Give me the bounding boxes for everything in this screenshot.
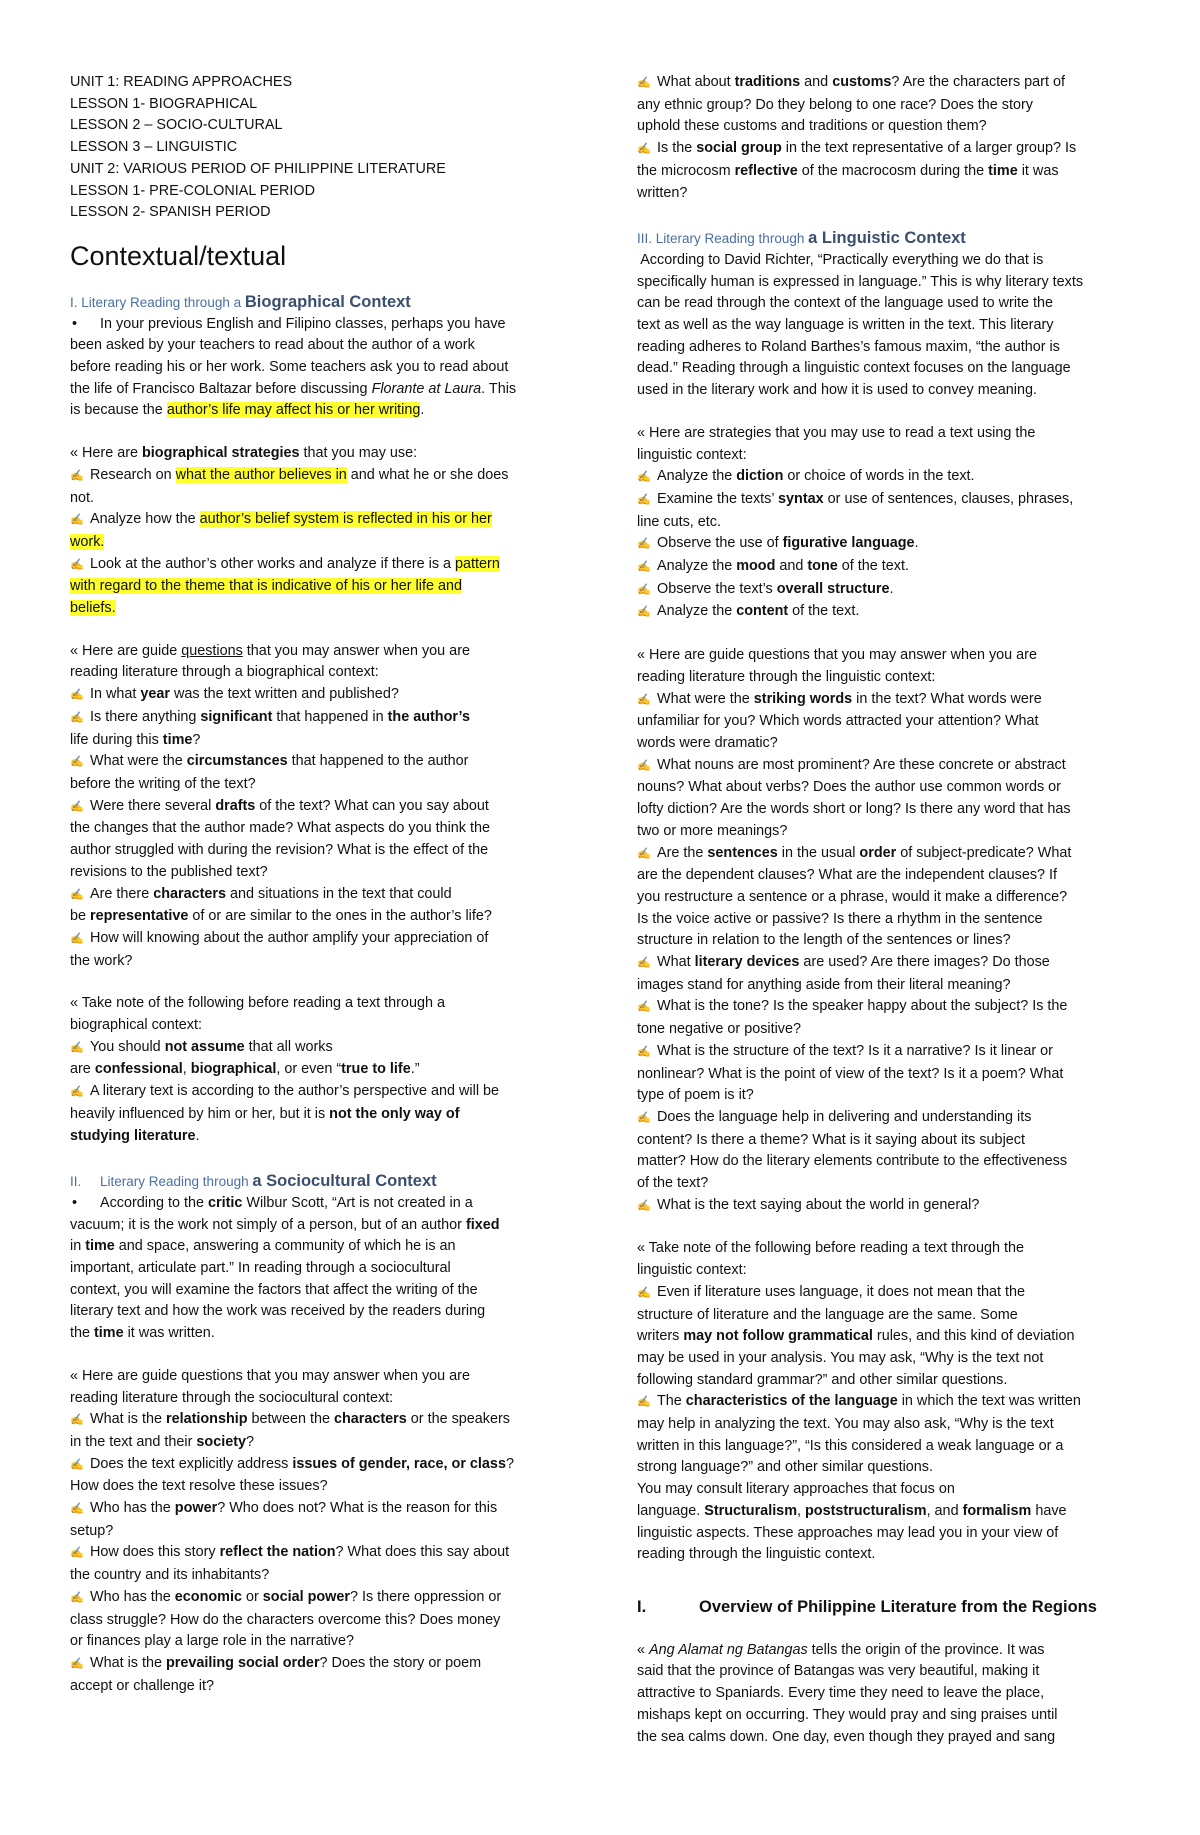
list-item: ✍ How will knowing about the author amplify your appreciation of: [70, 928, 570, 951]
list-item-cont: the changes that the author made? What aspects do you think the: [70, 820, 490, 837]
main-heading: Contextual/textual: [70, 240, 287, 271]
paragraph-line: been asked by your teachers to read about the author of a work: [70, 337, 475, 354]
course-outline: [70, 72, 570, 224]
writing-hand-icon: ✍: [70, 1658, 84, 1670]
section-heading-biographical: I. Literary Reading through a Biographical Context: [70, 292, 411, 311]
paragraph-line: the life of Francisco Baltazar before discussing Florante at Laura. This: [70, 380, 517, 397]
writing-hand-icon: ✍: [70, 711, 84, 724]
list-item-cont: heavily influenced by him or her, but it is not the only way of: [70, 1105, 460, 1122]
list-item-cont: revisions to the published text?: [70, 863, 268, 880]
list-item-cont: the country and its inhabitants?: [70, 1567, 270, 1584]
take-note-intro: « Take note of the following before reading a text through a: [70, 995, 445, 1012]
take-note-intro: linguistic context:: [637, 1262, 747, 1279]
list-item-cont: author struggled with during the revision? What is the effect of the: [70, 842, 489, 859]
paragraph-line: the time it was written.: [70, 1325, 215, 1342]
right-column: [637, 72, 1137, 1748]
section-heading-linguistic: III. Literary Reading through a Linguistic Context: [637, 229, 966, 248]
list-item-cont: setup?: [70, 1522, 114, 1539]
paragraph-line: important, articulate part.” In reading through a sociocultural: [70, 1260, 451, 1277]
bullet-icon: •: [72, 315, 78, 332]
writing-hand-icon: ✍: [70, 514, 84, 527]
list-item: ✍ Is the social group in the text representative of a larger group? Is: [637, 138, 1137, 161]
bullet-icon: •: [72, 1194, 78, 1211]
paragraph-line: used in the literary work and how it is used to convey meaning.: [637, 382, 1037, 399]
list-item: ✍ What is the tone? Is the speaker happy about the subject? Is the: [637, 996, 1137, 1019]
list-item: ✍ Does the text explicitly address issues of gender, race, or class?: [70, 1454, 570, 1477]
paragraph-line: According to David Richter, “Practically everything we do that is: [637, 251, 1044, 268]
paragraph-line: language. Structuralism, poststructuralism, and formalism have: [637, 1502, 1067, 1519]
paragraph-line: can be read through the context of the language used to write the: [637, 295, 1054, 312]
list-item: ✍ What is the structure of the text? Is it a narrative? Is it linear or: [637, 1041, 1137, 1064]
paragraph-line: said that the province of Batangas was very beautiful, making it: [637, 1663, 1040, 1680]
overview-section: [637, 1597, 1137, 1748]
writing-hand-icon: ✍: [637, 1045, 651, 1058]
list-item: ✍ You should not assume that all works: [70, 1037, 570, 1060]
list-item: ✍ Look at the author’s other works and analyze if there is a pattern: [70, 554, 570, 577]
writing-hand-icon: ✍: [70, 756, 84, 769]
writing-hand-icon: ✍: [70, 1458, 84, 1471]
list-item: ✍ A literary text is according to the author’s perspective and will be: [70, 1081, 570, 1104]
paragraph-line: • According to the critic Wilbur Scott, “Art is not created in a: [70, 1193, 570, 1215]
list-item-cont: unfamiliar for you? Which words attracted your attention? What: [637, 713, 1039, 730]
list-item-cont: class struggle? How do the characters overcome this? Does money: [70, 1611, 501, 1628]
biographical-section: [70, 292, 570, 1147]
paragraph-line: linguistic aspects. These approaches may lead you in your view of: [637, 1524, 1059, 1541]
paragraph-line: the sea calms down. One day, even though they prayed and sang: [637, 1728, 1056, 1745]
writing-hand-icon: ✍: [637, 1001, 651, 1014]
list-item: ✍ Research on what the author believes in and what he or she does: [70, 465, 570, 488]
list-item-cont: in the text and their society?: [70, 1433, 255, 1450]
list-item-cont: beliefs.: [70, 600, 116, 617]
writing-hand-icon: ✍: [637, 1199, 651, 1212]
writing-hand-icon: ✍: [70, 1591, 84, 1604]
list-item: ✍ What literary devices are used? Are there images? Do those: [637, 952, 1137, 975]
outline-line: LESSON 1- PRE-COLONIAL PERIOD: [70, 182, 315, 199]
paragraph-line: before reading his or her work. Some teachers ask you to read about: [70, 359, 509, 376]
list-item: ✍ What about traditions and customs? Are the characters part of: [637, 72, 1137, 95]
list-item-cont: matter? How do the literary elements contribute to the effectiveness: [637, 1153, 1068, 1170]
guide-questions-intro: reading literature through a biographical context:: [70, 664, 379, 681]
guide-questions-intro: reading literature through the linguistic context:: [637, 668, 936, 685]
list-item: ✍ Are the sentences in the usual order of subject-predicate? What: [637, 843, 1137, 866]
paragraph-line: reading adheres to Roland Barthes’s famous maxim, “the author is: [637, 338, 1060, 355]
list-item-cont: any ethnic group? Do they belong to one race? Does the story: [637, 96, 1033, 113]
section-heading-sociocultural: II. Literary Reading through a Sociocultural Context: [70, 1172, 437, 1191]
paragraph-line: is because the author’s life may affect his or her writing.: [70, 402, 425, 419]
paragraph-line: attractive to Spaniards. Every time they need to leave the place,: [637, 1685, 1045, 1702]
list-item-cont: you restructure a sentence or a phrase, would it make a difference?: [637, 888, 1068, 905]
guide-questions-intro: reading literature through the sociocultural context:: [70, 1389, 394, 1406]
list-item-cont: structure of literature and the language are the same. Some: [637, 1306, 1018, 1323]
writing-hand-icon: ✍: [70, 689, 84, 702]
list-item-cont: written in this language?”, “Is this considered a weak language or a: [637, 1437, 1064, 1454]
list-item: ✍ In what year was the text written and published?: [70, 684, 570, 707]
writing-hand-icon: ✍: [637, 471, 651, 484]
list-item-cont: are the dependent clauses? What are the independent clauses? If: [637, 867, 1058, 884]
paragraph-line: You may consult literary approaches that focus on: [637, 1481, 955, 1498]
outline-line: UNIT 2: VARIOUS PERIOD OF PHILIPPINE LITERATURE: [70, 160, 446, 177]
list-item-cont: may be used in your analysis. You may ask, “Why is the text not: [637, 1349, 1044, 1366]
list-item-cont: work.: [70, 533, 105, 550]
list-item: ✍ Who has the power? Who does not? What is the reason for this: [70, 1498, 570, 1521]
outline-line: LESSON 1- BIOGRAPHICAL: [70, 95, 258, 112]
paragraph-line: vacuum; it is the work not simply of a person, but of an author fixed: [70, 1216, 500, 1233]
writing-hand-icon: ✍: [637, 143, 651, 156]
list-item: ✍ Examine the texts’ syntax or use of sentences, clauses, phrases,: [637, 489, 1137, 512]
list-item: ✍ Is there anything significant that happened in the author’s: [70, 707, 570, 730]
writing-hand-icon: ✍: [70, 1414, 84, 1427]
writing-hand-icon: ✍: [637, 538, 651, 551]
strategies-intro: « Here are strategies that you may use to read a text using the: [637, 424, 1036, 441]
list-item-cont: nonlinear? What is the point of view of the text? Is it a poem? What: [637, 1065, 1064, 1082]
writing-hand-icon: ✍: [637, 1286, 651, 1299]
list-item: ✍ Observe the use of figurative language.: [637, 533, 1137, 556]
guide-questions-intro: « Here are guide questions that you may answer when you are: [637, 647, 1037, 664]
writing-hand-icon: ✍: [70, 1041, 84, 1054]
list-item-cont: studying literature.: [70, 1127, 200, 1144]
list-item-cont: strong language?” and other similar questions.: [637, 1459, 933, 1476]
list-item-cont: accept or challenge it?: [70, 1677, 214, 1694]
writing-hand-icon: ✍: [637, 77, 651, 89]
writing-hand-icon: ✍: [637, 759, 651, 772]
list-item-cont: nouns? What about verbs? Does the author use common words or: [637, 779, 1061, 796]
sociocultural-section: [70, 1171, 570, 1697]
writing-hand-icon: ✍: [70, 1547, 84, 1560]
paragraph-line: mishaps kept on occurring. They would pray and sing praises until: [637, 1706, 1058, 1723]
list-item: ✍ Even if literature uses language, it does not mean that the: [637, 1282, 1137, 1305]
list-item-cont: life during this time?: [70, 731, 201, 748]
list-item: ✍ Analyze the diction or choice of words in the text.: [637, 466, 1137, 489]
list-item: ✍ Are there characters and situations in the text that could: [70, 884, 570, 907]
list-item-cont: written?: [637, 184, 688, 201]
strategies-intro: linguistic context:: [637, 446, 747, 463]
paragraph-line: context, you will examine the factors that affect the writing of the: [70, 1281, 478, 1298]
paragraph-line: « Ang Alamat ng Batangas tells the origin of the province. It was: [637, 1641, 1045, 1658]
list-item-cont: images stand for anything aside from their literal meaning?: [637, 976, 1011, 993]
list-item: ✍ What is the relationship between the characters or the speakers: [70, 1409, 570, 1432]
list-item-cont: line cuts, etc.: [637, 513, 721, 530]
linguistic-section: [637, 228, 1137, 1566]
list-item-cont: two or more meanings?: [637, 822, 788, 839]
list-item-cont: words were dramatic?: [637, 734, 778, 751]
left-column: [70, 72, 570, 1697]
writing-hand-icon: ✍: [637, 847, 651, 860]
list-item-cont: type of poem is it?: [637, 1087, 754, 1104]
outline-line: LESSON 2 – SOCIO-CULTURAL: [70, 117, 283, 134]
outline-line: UNIT 1: READING APPROACHES: [70, 74, 293, 90]
writing-hand-icon: ✍: [637, 606, 651, 619]
outline-line: LESSON 3 – LINGUISTIC: [70, 139, 238, 156]
writing-hand-icon: ✍: [70, 558, 84, 571]
list-item-cont: the work?: [70, 952, 133, 969]
list-item-cont: uphold these customs and traditions or question them?: [637, 118, 987, 135]
outline-line: LESSON 2- SPANISH PERIOD: [70, 204, 271, 221]
sociocultural-continued: [637, 72, 1137, 204]
writing-hand-icon: ✍: [70, 932, 84, 945]
writing-hand-icon: ✍: [637, 1396, 651, 1409]
list-item-cont: are confessional, biographical, or even “true to life.”: [70, 1061, 420, 1078]
list-item: ✍ Who has the economic or social power? Is there oppression or: [70, 1587, 570, 1610]
list-item: ✍ What were the circumstances that happened to the author: [70, 751, 570, 774]
list-item-cont: tone negative or positive?: [637, 1021, 802, 1038]
strategies-intro: « Here are biographical strategies that you may use:: [70, 445, 418, 462]
writing-hand-icon: ✍: [637, 493, 651, 506]
paragraph-line: • In your previous English and Filipino classes, perhaps you have: [70, 314, 570, 336]
writing-hand-icon: ✍: [637, 1111, 651, 1124]
highlight: author’s life may affect his or her writing: [166, 402, 421, 419]
list-item: ✍ What were the striking words in the text? What words were: [637, 689, 1137, 712]
guide-questions-intro: « Here are guide questions that you may answer when you are: [70, 1367, 470, 1384]
take-note-intro: « Take note of the following before reading a text through the: [637, 1240, 1024, 1257]
list-item-cont: may help in analyzing the text. You may also ask, “Why is the text: [637, 1416, 1054, 1433]
list-item-cont: following standard grammar?” and other similar questions.: [637, 1371, 1008, 1388]
paragraph-line: text as well as the way language is written in the text. This literary: [637, 317, 1054, 334]
list-item: ✍ What nouns are most prominent? Are these concrete or abstract: [637, 755, 1137, 778]
list-item-cont: Is the voice active or passive? Is there a rhythm in the sentence: [637, 910, 1043, 927]
writing-hand-icon: ✍: [70, 1086, 84, 1099]
list-item-cont: or finances play a large role in the narrative?: [70, 1633, 354, 1650]
writing-hand-icon: ✍: [70, 469, 84, 482]
list-item: ✍ How does this story reflect the nation? What does this say about: [70, 1542, 570, 1565]
list-item-cont: the microcosm reflective of the macrocosm during the time it was: [637, 162, 1059, 179]
writing-hand-icon: ✍: [637, 693, 651, 706]
list-item: ✍ What is the prevailing social order? Does the story or poem: [70, 1653, 570, 1676]
list-item: ✍ Analyze the mood and tone of the text.: [637, 556, 1137, 579]
list-item: ✍ What is the text saying about the world in general?: [637, 1195, 1137, 1218]
list-item-cont: writers may not follow grammatical rules, and this kind of deviation: [637, 1328, 1075, 1345]
take-note-intro: biographical context:: [70, 1017, 202, 1034]
list-item-cont: of the text?: [637, 1175, 709, 1192]
writing-hand-icon: ✍: [637, 583, 651, 596]
list-item-cont: structure in relation to the length of the sentences or lines?: [637, 932, 1011, 949]
guide-questions-intro: « Here are guide questions that you may answer when you are: [70, 642, 470, 659]
list-item-cont: before the writing of the text?: [70, 775, 256, 792]
list-item: ✍ Were there several drafts of the text? What can you say about: [70, 796, 570, 819]
writing-hand-icon: ✍: [637, 957, 651, 970]
writing-hand-icon: ✍: [70, 800, 84, 813]
list-item-cont: be representative of or are similar to the ones in the author’s life?: [70, 908, 492, 925]
list-item-cont: content? Is there a theme? What is it saying about its subject: [637, 1131, 1025, 1148]
section-heading-overview: I. Overview of Philippine Literature from the Regions: [637, 1598, 1097, 1616]
list-item-cont: lofty diction? Are the words short or long? Is there any word that has: [637, 801, 1071, 818]
list-item: ✍ The characteristics of the language in which the text was written: [637, 1391, 1137, 1414]
list-item: ✍ Analyze the content of the text.: [637, 601, 1137, 624]
list-item-cont: How does the text resolve these issues?: [70, 1478, 328, 1495]
list-item-cont: not.: [70, 489, 95, 506]
paragraph-line: dead.” Reading through a linguistic context focuses on the language: [637, 360, 1071, 377]
writing-hand-icon: ✍: [70, 888, 84, 901]
list-item: ✍ Observe the text’s overall structure.: [637, 579, 1137, 602]
paragraph-line: literary text and how the work was received by the readers during: [70, 1303, 486, 1320]
list-item: ✍ Does the language help in delivering and understanding its: [637, 1107, 1137, 1130]
paragraph-line: specifically human is expressed in language.” This is why literary texts: [637, 273, 1084, 290]
list-item-cont: with regard to the theme that is indicative of his or her life and: [70, 578, 462, 595]
paragraph-line: reading through the linguistic context.: [637, 1546, 876, 1563]
writing-hand-icon: ✍: [70, 1503, 84, 1516]
writing-hand-icon: ✍: [637, 561, 651, 574]
paragraph-line: in time and space, answering a community of which he is an: [70, 1238, 456, 1255]
list-item: ✍ Analyze how the author’s belief system is reflected in his or her: [70, 509, 570, 532]
